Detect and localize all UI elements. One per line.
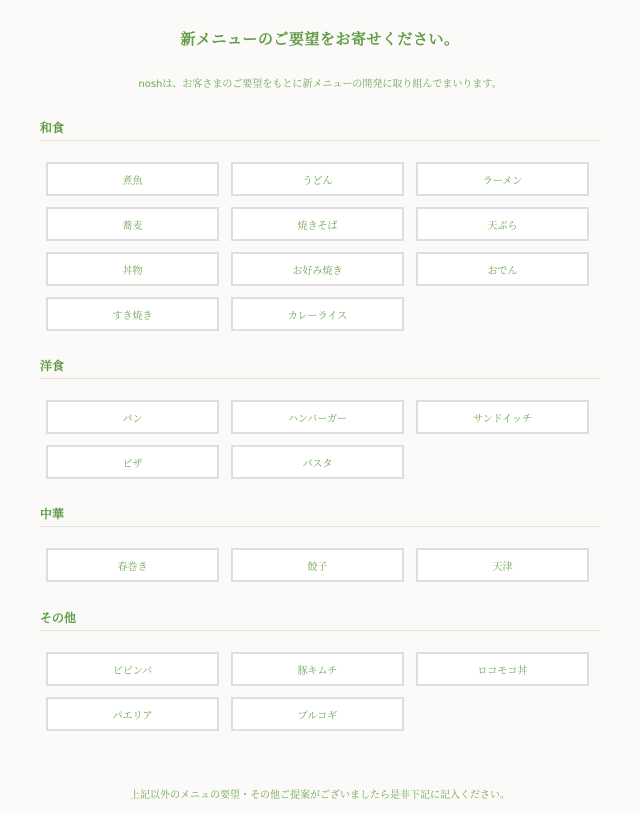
section-title: その他 bbox=[40, 611, 600, 631]
option-button[interactable]: パスタ bbox=[231, 445, 404, 479]
option-button[interactable]: ハンバーガー bbox=[231, 400, 404, 434]
option-button[interactable]: 餃子 bbox=[231, 548, 404, 582]
section-title: 和食 bbox=[40, 121, 600, 141]
option-button[interactable]: 蕎麦 bbox=[46, 207, 219, 241]
option-button[interactable]: お好み焼き bbox=[231, 252, 404, 286]
option-button[interactable]: パエリア bbox=[46, 697, 219, 731]
option-button[interactable]: 天ぷら bbox=[416, 207, 589, 241]
section-title: 中華 bbox=[40, 507, 600, 527]
option-grid bbox=[40, 162, 600, 331]
section-sonota bbox=[40, 611, 600, 731]
option-button[interactable]: パン bbox=[46, 400, 219, 434]
option-button[interactable]: 豚キムチ bbox=[231, 652, 404, 686]
option-button[interactable]: おでん bbox=[416, 252, 589, 286]
section-chuka bbox=[40, 507, 600, 582]
option-button[interactable]: 焼きそば bbox=[231, 207, 404, 241]
option-grid bbox=[40, 548, 600, 582]
option-button[interactable]: ビビンバ bbox=[46, 652, 219, 686]
section-yoshoku bbox=[40, 359, 600, 479]
option-grid bbox=[40, 400, 600, 479]
option-button[interactable]: ロコモコ丼 bbox=[416, 652, 589, 686]
section-title: 洋食 bbox=[40, 359, 600, 379]
footer-note: 上記以外のメニュの要望・その他ご提案がございましたら是非下記に記入ください。 bbox=[130, 790, 510, 801]
option-grid bbox=[40, 652, 600, 731]
option-button[interactable]: ラーメン bbox=[416, 162, 589, 196]
option-button[interactable]: ピザ bbox=[46, 445, 219, 479]
option-button[interactable]: 煮魚 bbox=[46, 162, 219, 196]
page-title: 新メニューのご要望をお寄せください。 bbox=[180, 30, 460, 48]
option-button[interactable]: カレーライス bbox=[231, 297, 404, 331]
option-button[interactable]: サンドイッチ bbox=[416, 400, 589, 434]
option-button[interactable]: プルコギ bbox=[231, 697, 404, 731]
option-button[interactable]: すき焼き bbox=[46, 297, 219, 331]
option-button[interactable]: 丼物 bbox=[46, 252, 219, 286]
option-button[interactable]: 春巻き bbox=[46, 548, 219, 582]
option-button[interactable]: うどん bbox=[231, 162, 404, 196]
page-subtitle: noshは、お客さまのご要望をもとに新メニューの開発に取り組んでまいります。 bbox=[138, 79, 502, 90]
option-button[interactable]: 天津 bbox=[416, 548, 589, 582]
section-washoku bbox=[40, 121, 600, 331]
